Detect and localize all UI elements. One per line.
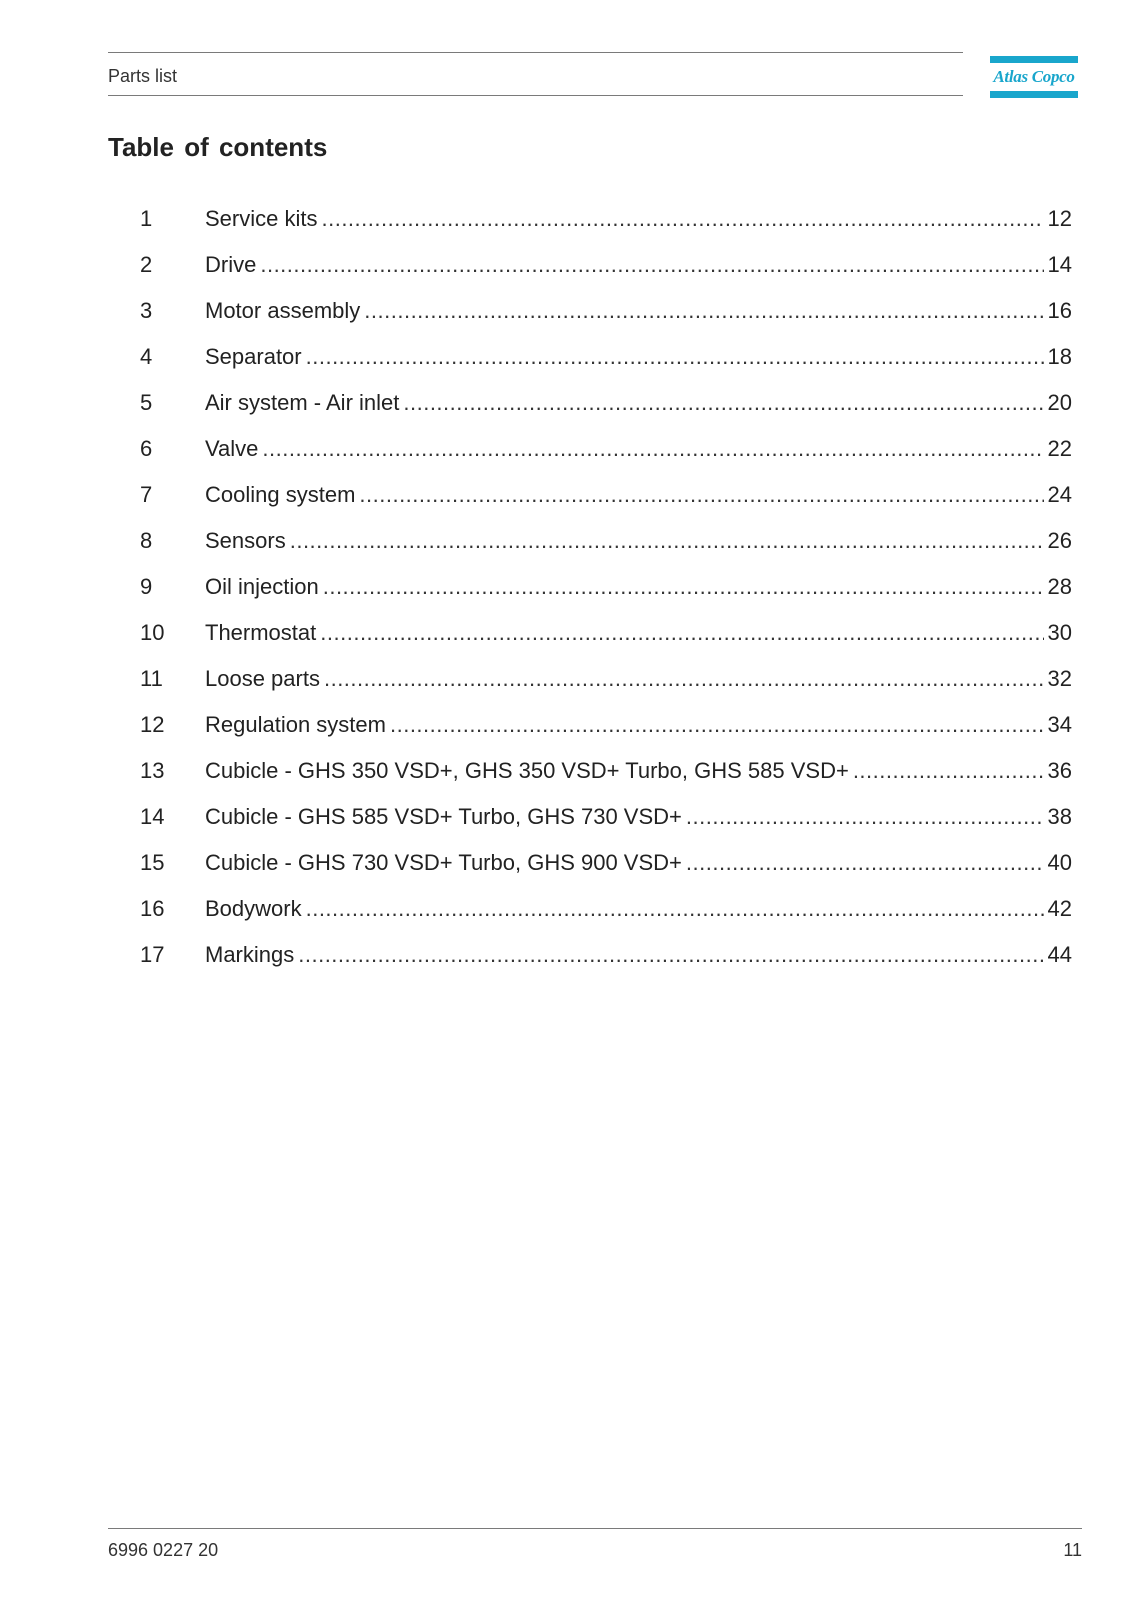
toc-entry-page: 18 bbox=[1047, 344, 1072, 369]
logo-top-bar bbox=[990, 56, 1078, 63]
toc-entry-page: 38 bbox=[1047, 804, 1072, 829]
dot-leader bbox=[390, 712, 1044, 738]
toc-entry-label: Motor assembly bbox=[205, 298, 361, 323]
dot-leader bbox=[298, 942, 1043, 968]
toc-entry-line bbox=[205, 620, 1072, 646]
toc-entry-label: Cubicle - GHS 585 VSD+ Turbo, GHS 730 VSD+ bbox=[205, 804, 682, 829]
toc-entry-number: 4 bbox=[140, 344, 153, 369]
dot-leader bbox=[686, 850, 1044, 876]
toc-entry-number: 10 bbox=[140, 620, 165, 645]
toc-entry-6[interactable] bbox=[108, 430, 1072, 476]
toc-entry-14[interactable] bbox=[108, 798, 1072, 844]
toc-entry-line bbox=[205, 850, 1072, 876]
dot-leader bbox=[364, 298, 1043, 324]
toc-entry-line bbox=[205, 666, 1072, 692]
toc-entry-number: 6 bbox=[140, 436, 153, 461]
toc-entry-number: 16 bbox=[140, 896, 165, 921]
toc-entry-page: 20 bbox=[1047, 390, 1072, 415]
toc-heading: Table of contents bbox=[108, 132, 328, 162]
toc-entry-line bbox=[205, 758, 1072, 784]
toc-entry-page: 36 bbox=[1047, 758, 1072, 783]
toc-entry-3[interactable] bbox=[108, 292, 1072, 338]
footer-rule bbox=[108, 1528, 1082, 1529]
toc-entry-page: 14 bbox=[1047, 252, 1072, 277]
dot-leader bbox=[323, 574, 1044, 600]
document-number: 6996 0227 20 bbox=[108, 1540, 219, 1560]
toc-entry-label: Cubicle - GHS 350 VSD+, GHS 350 VSD+ Turbo, GHS 585 VSD+ bbox=[205, 758, 849, 783]
dot-leader bbox=[686, 804, 1044, 830]
dot-leader bbox=[320, 620, 1043, 646]
dot-leader bbox=[306, 896, 1044, 922]
toc-entry-number: 13 bbox=[140, 758, 165, 783]
toc-entry-page: 32 bbox=[1047, 666, 1072, 691]
toc-entry-9[interactable] bbox=[108, 568, 1072, 614]
toc-entry-line bbox=[205, 804, 1072, 830]
logo-bottom-bar bbox=[990, 91, 1078, 98]
toc-entry-number: 11 bbox=[140, 666, 163, 691]
toc-entry-line bbox=[205, 482, 1072, 508]
toc-entry-label: Sensors bbox=[205, 528, 286, 553]
toc-entry-line bbox=[205, 252, 1072, 278]
toc-entry-16[interactable] bbox=[108, 890, 1072, 936]
toc-entry-number: 2 bbox=[140, 252, 153, 277]
toc-list bbox=[108, 200, 1072, 982]
toc-entry-17[interactable] bbox=[108, 936, 1072, 982]
dot-leader bbox=[321, 206, 1043, 232]
header-title: Parts list bbox=[108, 66, 178, 86]
toc-entry-label: Cubicle - GHS 730 VSD+ Turbo, GHS 900 VSD+ bbox=[205, 850, 682, 875]
toc-entry-label: Drive bbox=[205, 252, 257, 277]
toc-entry-page: 26 bbox=[1047, 528, 1072, 553]
toc-entry-number: 17 bbox=[140, 942, 165, 967]
toc-entry-label: Oil injection bbox=[205, 574, 319, 599]
toc-entry-number: 12 bbox=[140, 712, 165, 737]
toc-entry-13[interactable] bbox=[108, 752, 1072, 798]
toc-entry-line bbox=[205, 436, 1072, 462]
toc-entry-1[interactable] bbox=[108, 200, 1072, 246]
toc-entry-page: 12 bbox=[1047, 206, 1072, 231]
toc-entry-page: 16 bbox=[1047, 298, 1072, 323]
toc-entry-number: 7 bbox=[140, 482, 153, 507]
toc-entry-page: 34 bbox=[1047, 712, 1072, 737]
toc-entry-line bbox=[205, 574, 1072, 600]
toc-entry-line bbox=[205, 298, 1072, 324]
toc-entry-label: Bodywork bbox=[205, 896, 302, 921]
toc-entry-label: Service kits bbox=[205, 206, 318, 231]
toc-entry-page: 30 bbox=[1047, 620, 1072, 645]
toc-entry-line bbox=[205, 528, 1072, 554]
toc-entry-label: Regulation system bbox=[205, 712, 386, 737]
toc-entry-number: 9 bbox=[140, 574, 153, 599]
dot-leader bbox=[853, 758, 1044, 784]
toc-entry-page: 28 bbox=[1047, 574, 1072, 599]
dot-leader bbox=[290, 528, 1044, 554]
toc-entry-page: 24 bbox=[1047, 482, 1072, 507]
dot-leader bbox=[306, 344, 1044, 370]
toc-entry-label: Thermostat bbox=[205, 620, 317, 645]
toc-entry-number: 5 bbox=[140, 390, 153, 415]
toc-entry-11[interactable] bbox=[108, 660, 1072, 706]
toc-entry-page: 40 bbox=[1047, 850, 1072, 875]
toc-entry-2[interactable] bbox=[108, 246, 1072, 292]
toc-entry-number: 1 bbox=[140, 206, 153, 231]
toc-entry-8[interactable] bbox=[108, 522, 1072, 568]
toc-entry-page: 44 bbox=[1047, 942, 1072, 967]
atlas-copco-logo bbox=[990, 56, 1078, 98]
toc-entry-10[interactable] bbox=[108, 614, 1072, 660]
header-bottom-rule bbox=[108, 95, 963, 96]
toc-entry-line bbox=[205, 206, 1072, 232]
dot-leader bbox=[359, 482, 1043, 508]
toc-entry-15[interactable] bbox=[108, 844, 1072, 890]
dot-leader bbox=[324, 666, 1044, 692]
toc-entry-number: 14 bbox=[140, 804, 165, 829]
toc-entry-7[interactable] bbox=[108, 476, 1072, 522]
dot-leader bbox=[260, 252, 1043, 278]
toc-entry-number: 3 bbox=[140, 298, 153, 323]
toc-entry-4[interactable] bbox=[108, 338, 1072, 384]
logo-text: Atlas Copco bbox=[993, 67, 1075, 86]
toc-entry-12[interactable] bbox=[108, 706, 1072, 752]
toc-entry-line bbox=[205, 390, 1072, 416]
toc-entry-number: 15 bbox=[140, 850, 165, 875]
toc-entry-5[interactable] bbox=[108, 384, 1072, 430]
toc-entry-number: 8 bbox=[140, 528, 153, 553]
toc-entry-label: Valve bbox=[205, 436, 259, 461]
page-number: 11 bbox=[1063, 1540, 1082, 1560]
dot-leader bbox=[262, 436, 1043, 462]
toc-entry-page: 42 bbox=[1047, 896, 1072, 921]
toc-entry-line bbox=[205, 712, 1072, 738]
header-top-rule bbox=[108, 52, 963, 53]
dot-leader bbox=[403, 390, 1043, 416]
toc-entry-label: Markings bbox=[205, 942, 295, 967]
toc-entry-label: Separator bbox=[205, 344, 302, 369]
toc-entry-label: Loose parts bbox=[205, 666, 320, 691]
toc-entry-label: Cooling system bbox=[205, 482, 356, 507]
toc-entry-label: Air system - Air inlet bbox=[205, 390, 400, 415]
toc-entry-page: 22 bbox=[1047, 436, 1072, 461]
toc-entry-line bbox=[205, 942, 1072, 968]
toc-entry-line bbox=[205, 344, 1072, 370]
toc-entry-line bbox=[205, 896, 1072, 922]
